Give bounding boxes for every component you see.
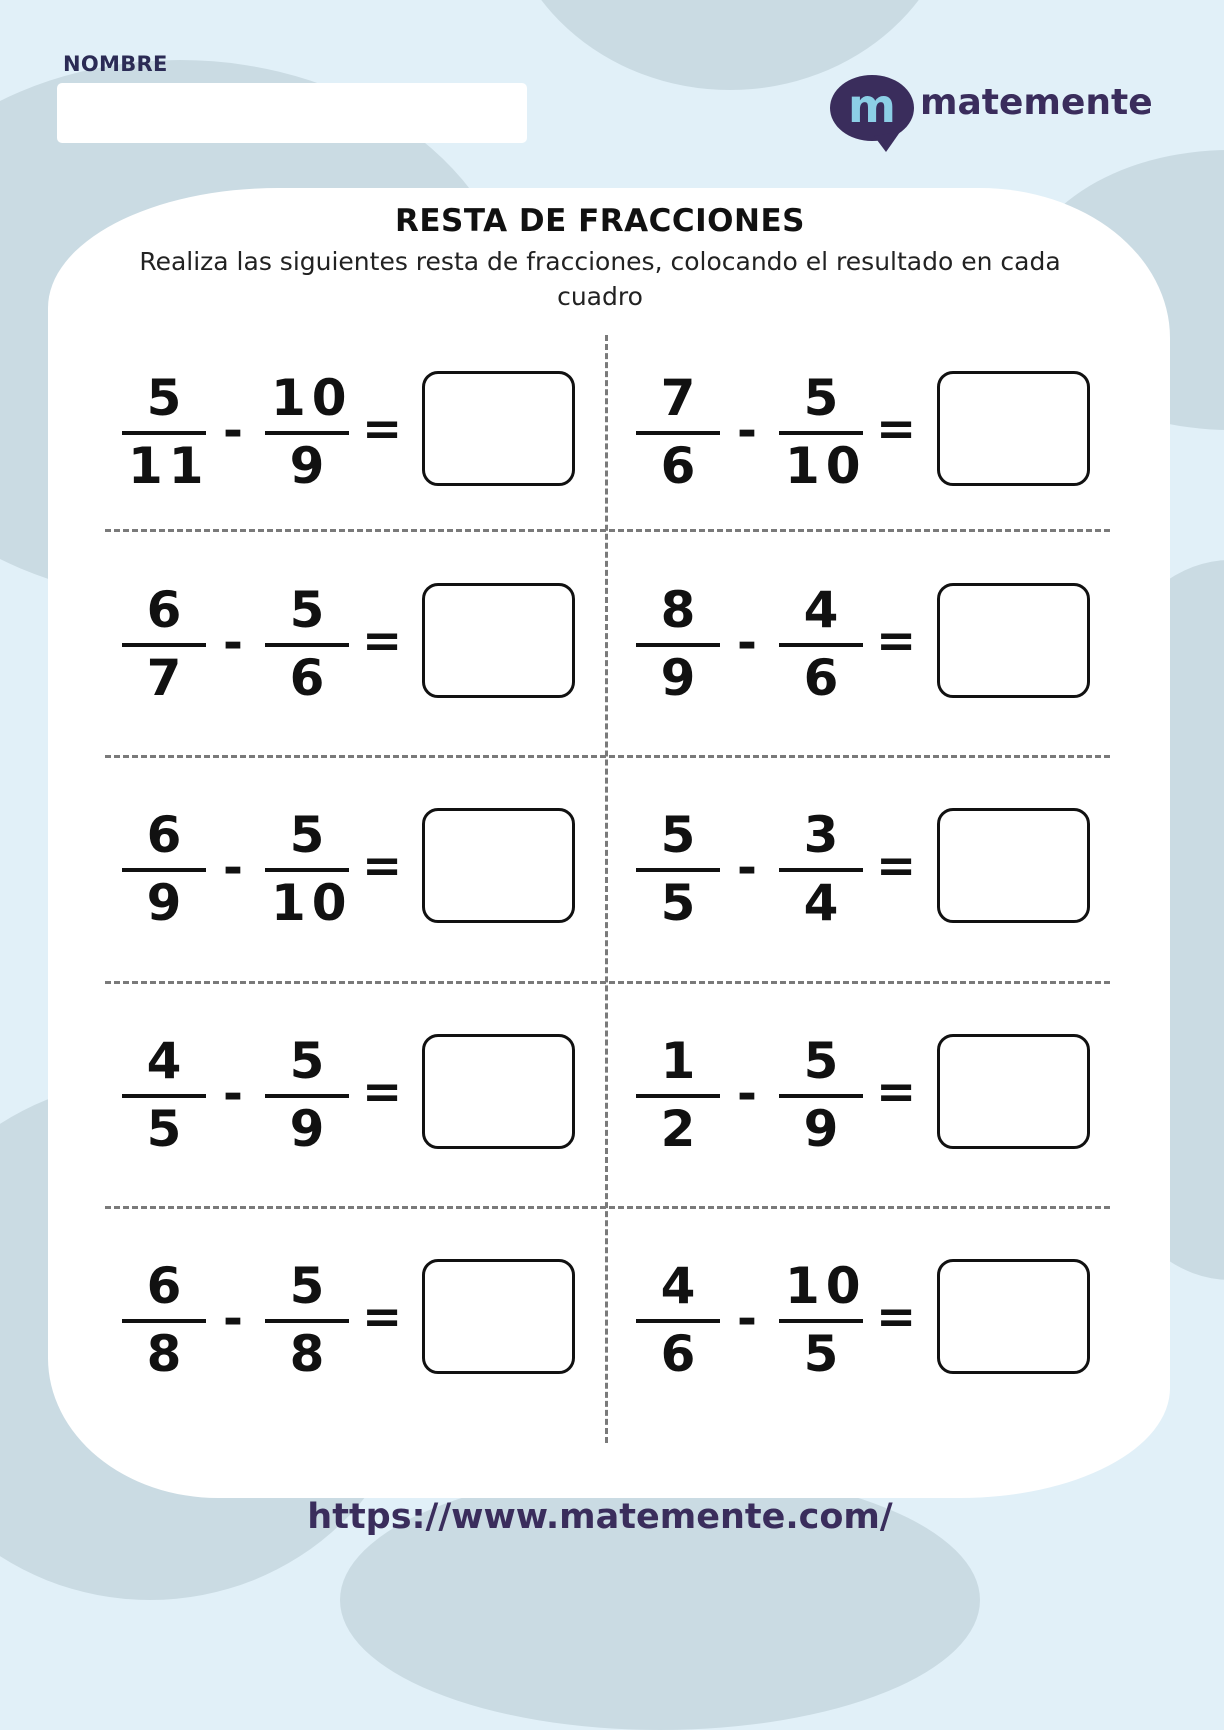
minus-sign: -: [223, 1066, 243, 1122]
numerator: 7: [660, 369, 702, 427]
denominator: 8: [289, 1325, 331, 1383]
fraction-bar: [122, 643, 206, 647]
fraction-bar: [122, 1094, 206, 1098]
fraction-bar: [636, 643, 720, 647]
fraction-problem: [636, 1256, 1116, 1386]
fraction-problem: [122, 1031, 602, 1161]
answer-box[interactable]: [937, 808, 1090, 923]
fraction-bar: [779, 868, 863, 872]
fraction-bar: [779, 431, 863, 435]
first-fraction: [122, 368, 210, 498]
second-fraction: [265, 580, 349, 710]
answer-box[interactable]: [937, 583, 1090, 698]
denominator: 6: [660, 437, 702, 495]
speech-bubble-logo-icon: [828, 72, 920, 156]
instructions-line-2: cuadro: [557, 282, 643, 311]
second-fraction: [265, 1031, 349, 1161]
numerator: 6: [146, 581, 188, 639]
first-fraction: [122, 805, 206, 935]
numerator: 10: [271, 369, 353, 427]
denominator: 10: [785, 437, 867, 495]
instructions: [100, 244, 1100, 314]
answer-box[interactable]: [937, 1259, 1090, 1374]
fraction-bar: [122, 431, 206, 435]
denominator: 6: [289, 649, 331, 707]
fraction-problem: [636, 805, 1116, 935]
row-divider: [105, 755, 1110, 758]
numerator: 4: [146, 1032, 188, 1090]
numerator: 3: [803, 806, 845, 864]
minus-sign: -: [223, 1291, 243, 1347]
numerator: 5: [660, 806, 702, 864]
minus-sign: -: [737, 615, 757, 671]
minus-sign: -: [223, 615, 243, 671]
numerator: 1: [660, 1032, 702, 1090]
denominator: 10: [271, 874, 353, 932]
answer-box[interactable]: [422, 808, 575, 923]
numerator: 5: [803, 369, 845, 427]
denominator: 5: [660, 874, 702, 932]
fraction-bar: [122, 868, 206, 872]
numerator: 4: [803, 581, 845, 639]
page-title: RESTA DE FRACCIONES: [395, 203, 805, 239]
second-fraction: [265, 805, 353, 935]
first-fraction: [636, 368, 720, 498]
equals-sign: =: [876, 401, 917, 457]
fraction-bar: [636, 868, 720, 872]
fraction-problem: [636, 580, 1116, 710]
fraction-problem: [122, 580, 602, 710]
second-fraction: [779, 580, 863, 710]
fraction-problem: [636, 368, 1116, 498]
instructions-line-1: Realiza las siguientes resta de fracciones, colocando el resultado en cada: [139, 247, 1061, 276]
fraction-bar: [779, 1094, 863, 1098]
numerator: 5: [803, 1032, 845, 1090]
numerator: 5: [289, 1257, 331, 1315]
fraction-problem: [122, 1256, 602, 1386]
fraction-bar: [779, 1319, 863, 1323]
name-label: NOMBRE: [63, 52, 168, 76]
first-fraction: [636, 805, 720, 935]
first-fraction: [122, 1031, 206, 1161]
numerator: 5: [146, 369, 188, 427]
equals-sign: =: [362, 401, 403, 457]
minus-sign: -: [223, 840, 243, 896]
denominator: 8: [146, 1325, 188, 1383]
denominator: 9: [289, 1100, 331, 1158]
first-fraction: [636, 1031, 720, 1161]
numerator: 10: [785, 1257, 867, 1315]
equals-sign: =: [876, 1289, 917, 1345]
fraction-bar: [265, 1319, 349, 1323]
fraction-bar: [265, 643, 349, 647]
answer-box[interactable]: [422, 371, 575, 486]
fraction-bar: [636, 1094, 720, 1098]
second-fraction: [265, 1256, 349, 1386]
minus-sign: -: [737, 403, 757, 459]
first-fraction: [636, 1256, 720, 1386]
equals-sign: =: [362, 1064, 403, 1120]
row-divider: [105, 981, 1110, 984]
numerator: 6: [146, 1257, 188, 1315]
denominator: 9: [289, 437, 331, 495]
numerator: 5: [289, 1032, 331, 1090]
denominator: 11: [128, 437, 210, 495]
fraction-bar: [636, 431, 720, 435]
answer-box[interactable]: [422, 1034, 575, 1149]
denominator: 4: [803, 874, 845, 932]
numerator: 5: [289, 581, 331, 639]
denominator: 5: [803, 1325, 845, 1383]
numerator: 5: [289, 806, 331, 864]
minus-sign: -: [737, 1291, 757, 1347]
answer-box[interactable]: [422, 583, 575, 698]
column-divider: [605, 335, 608, 1443]
second-fraction: [779, 1256, 867, 1386]
fraction-bar: [779, 643, 863, 647]
equals-sign: =: [876, 838, 917, 894]
minus-sign: -: [737, 840, 757, 896]
denominator: 9: [803, 1100, 845, 1158]
fraction-bar: [122, 1319, 206, 1323]
fraction-bar: [636, 1319, 720, 1323]
logo-mark-letter: m: [848, 79, 896, 133]
name-field[interactable]: [57, 83, 527, 143]
fraction-bar: [265, 868, 349, 872]
second-fraction: [779, 1031, 863, 1161]
fraction-problem: [636, 1031, 1116, 1161]
numerator: 4: [660, 1257, 702, 1315]
first-fraction: [636, 580, 720, 710]
second-fraction: [779, 805, 863, 935]
logo-text: matemente: [920, 82, 1153, 123]
minus-sign: -: [223, 403, 243, 459]
denominator: 2: [660, 1100, 702, 1158]
denominator: 5: [146, 1100, 188, 1158]
numerator: 8: [660, 581, 702, 639]
denominator: 9: [146, 874, 188, 932]
denominator: 6: [660, 1325, 702, 1383]
fraction-problem: [122, 368, 602, 498]
fraction-bar: [265, 1094, 349, 1098]
first-fraction: [122, 580, 206, 710]
equals-sign: =: [876, 613, 917, 669]
matemente-logo: [828, 72, 1153, 156]
fraction-bar: [265, 431, 349, 435]
equals-sign: =: [362, 1289, 403, 1345]
answer-box[interactable]: [422, 1259, 575, 1374]
equals-sign: =: [362, 613, 403, 669]
numerator: 6: [146, 806, 188, 864]
first-fraction: [122, 1256, 206, 1386]
denominator: 6: [803, 649, 845, 707]
row-divider: [105, 1206, 1110, 1209]
denominator: 7: [146, 649, 188, 707]
answer-box[interactable]: [937, 1034, 1090, 1149]
minus-sign: -: [737, 1066, 757, 1122]
footer-url[interactable]: https://www.matemente.com/: [307, 1497, 893, 1537]
equals-sign: =: [876, 1064, 917, 1120]
second-fraction: [265, 368, 353, 498]
fraction-problem: [122, 805, 602, 935]
second-fraction: [779, 368, 867, 498]
denominator: 9: [660, 649, 702, 707]
row-divider: [105, 529, 1110, 532]
answer-box[interactable]: [937, 371, 1090, 486]
equals-sign: =: [362, 838, 403, 894]
